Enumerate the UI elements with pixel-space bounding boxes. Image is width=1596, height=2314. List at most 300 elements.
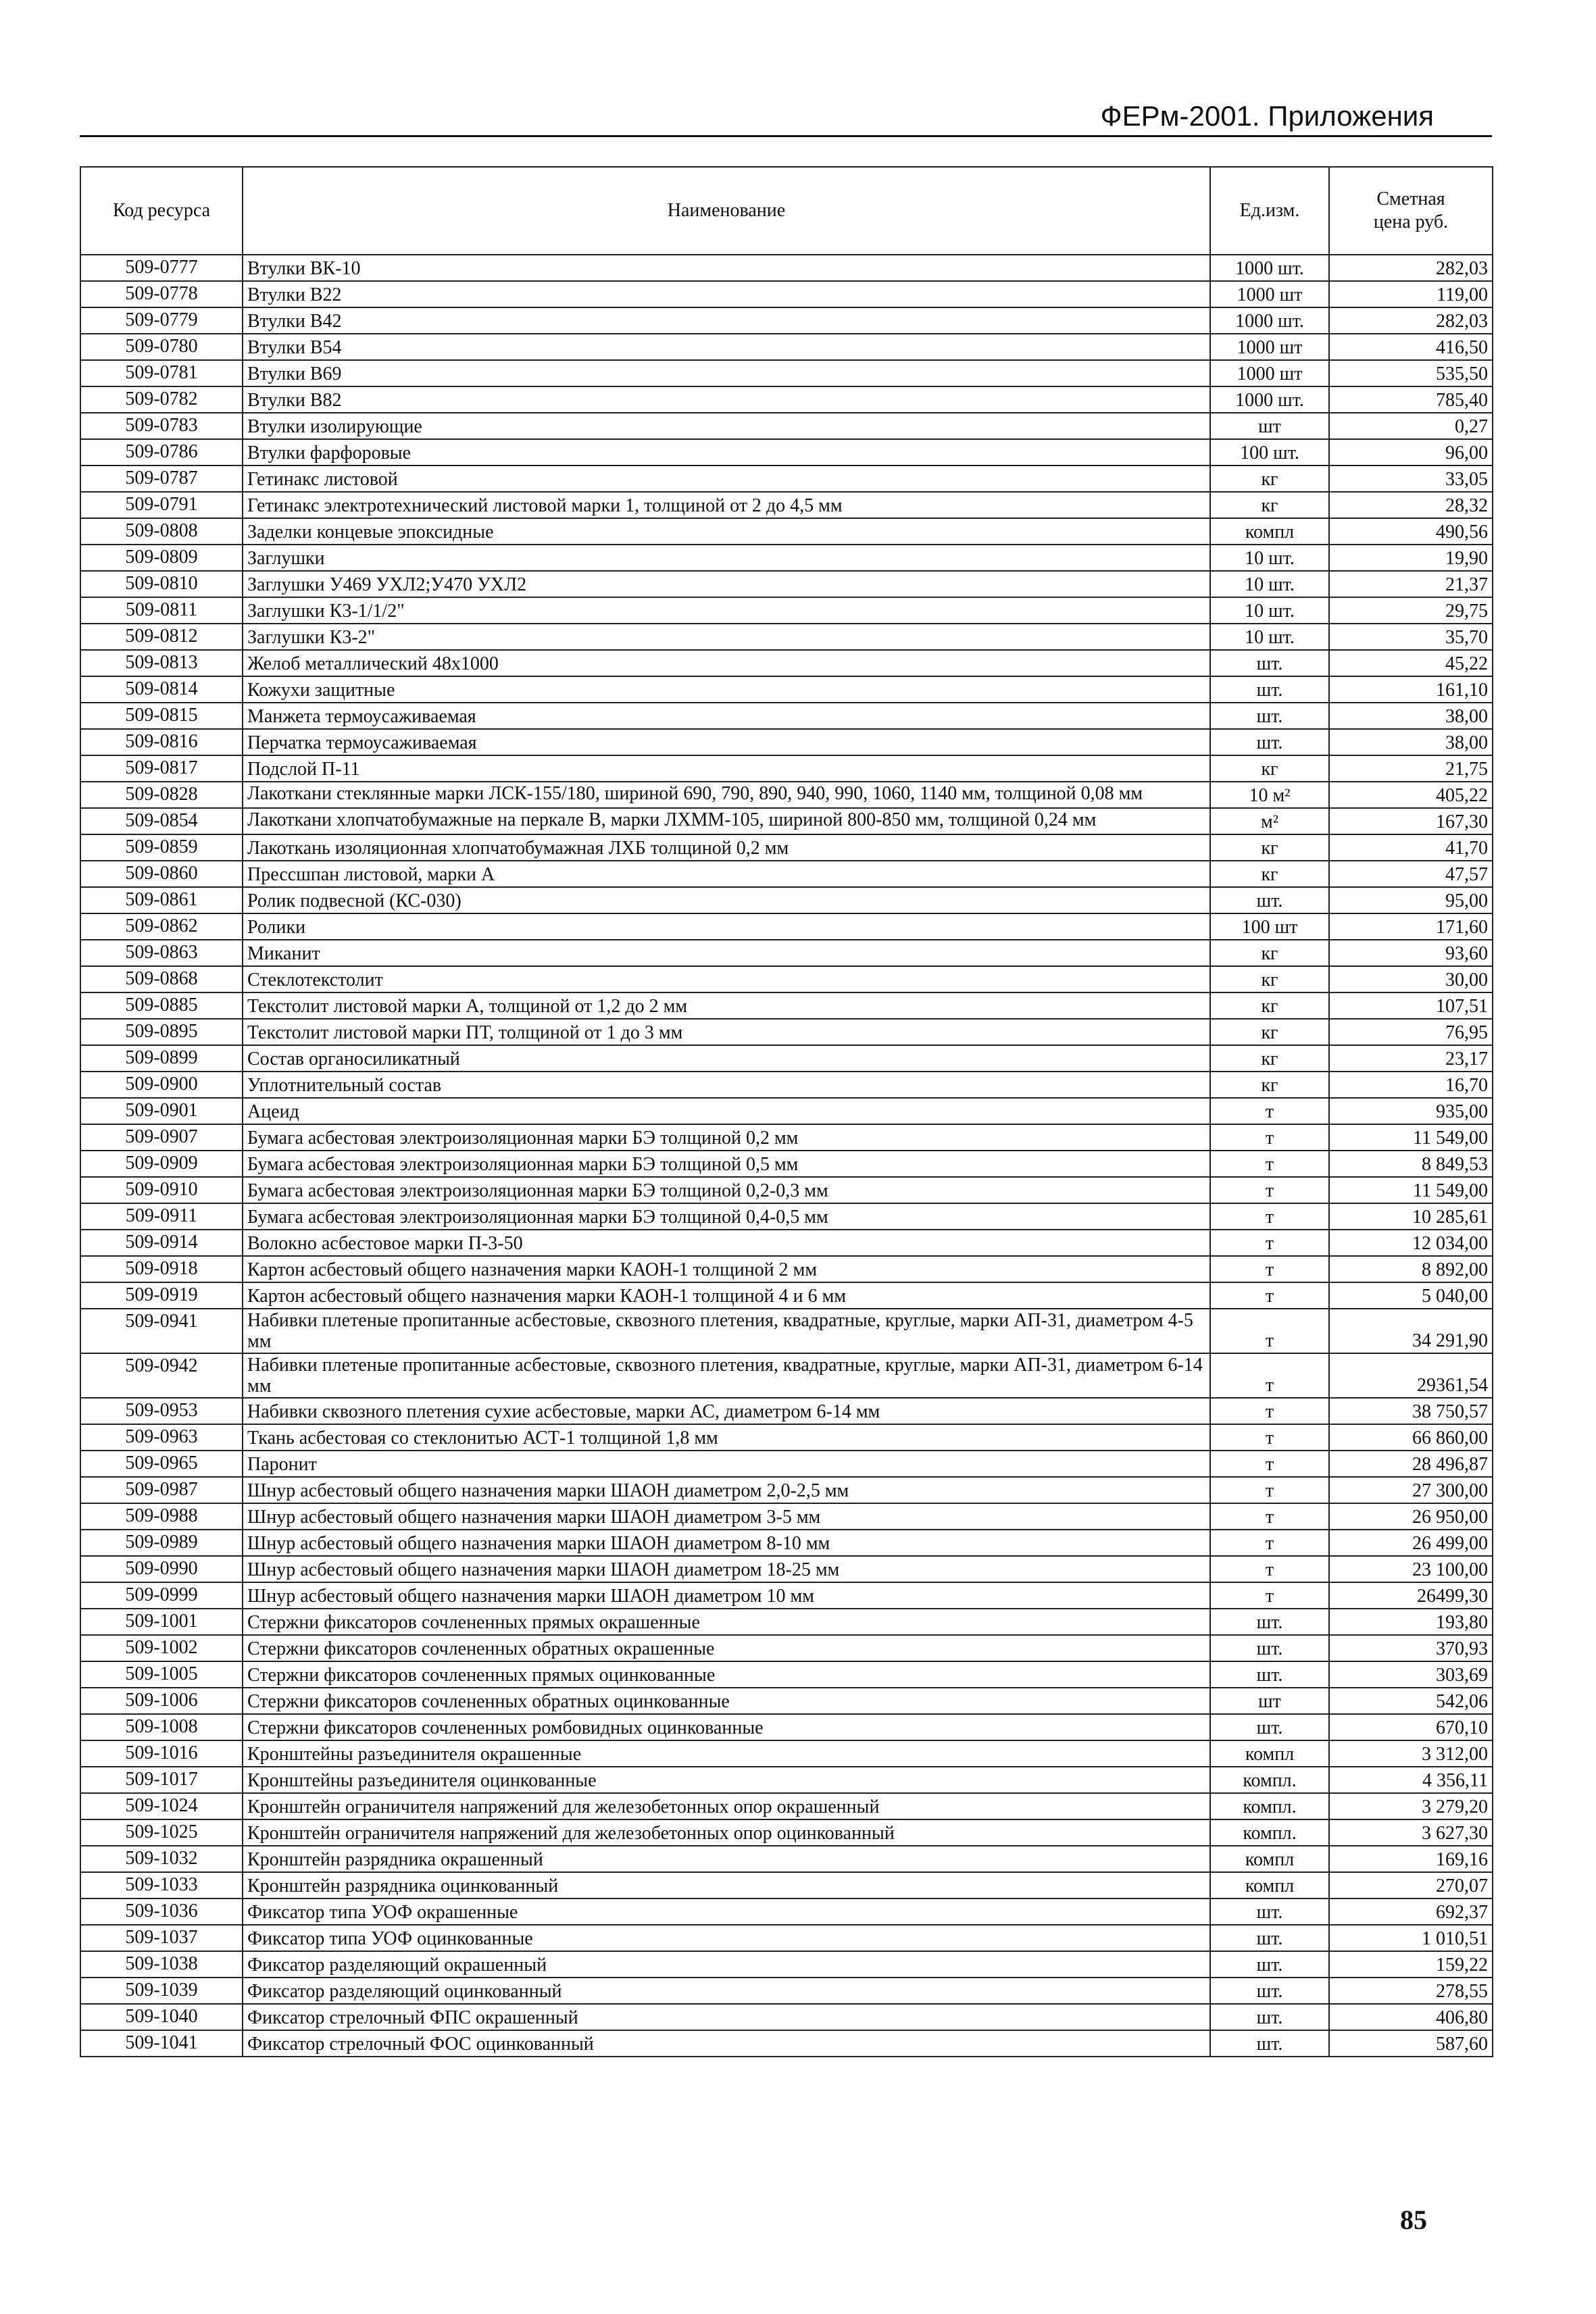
resource-code-cell: 509-0815 bbox=[80, 703, 243, 729]
unit-cell: шт. bbox=[1210, 676, 1329, 703]
price-cell: 12 034,00 bbox=[1329, 1230, 1493, 1256]
table-row bbox=[80, 518, 1493, 545]
table-row bbox=[80, 650, 1493, 676]
resource-code-cell: 509-1016 bbox=[80, 1740, 243, 1767]
unit-cell: т bbox=[1210, 1151, 1329, 1177]
price-cell: 8 849,53 bbox=[1329, 1151, 1493, 1177]
resource-code-cell: 509-0783 bbox=[80, 413, 243, 439]
table-row bbox=[80, 571, 1493, 597]
table-row bbox=[80, 1282, 1493, 1309]
price-cell: 93,60 bbox=[1329, 940, 1493, 966]
resource-name-cell: Шнур асбестовый общего назначения марки ШАОН диаметром 3-5 мм bbox=[243, 1503, 1210, 1530]
resource-code-cell: 509-0911 bbox=[80, 1203, 243, 1230]
page-number: 85 bbox=[1400, 2205, 1427, 2235]
resource-code-cell: 509-0941 bbox=[80, 1309, 243, 1353]
unit-cell: шт. bbox=[1210, 1951, 1329, 1978]
resource-name-cell: Втулки В54 bbox=[243, 334, 1210, 360]
table-row bbox=[80, 940, 1493, 966]
unit-cell: 10 шт. bbox=[1210, 624, 1329, 650]
table-row bbox=[80, 492, 1493, 518]
table-row bbox=[80, 334, 1493, 360]
unit-cell: т bbox=[1210, 1477, 1329, 1503]
resource-code-cell: 509-0895 bbox=[80, 1019, 243, 1045]
table-row bbox=[80, 755, 1493, 782]
resource-code-cell: 509-0828 bbox=[80, 782, 243, 808]
resource-name-cell: Заглушки У469 УХЛ2;У470 УХЛ2 bbox=[243, 571, 1210, 597]
resource-code-cell: 509-0862 bbox=[80, 913, 243, 940]
table-row bbox=[80, 808, 1493, 834]
resource-name-cell: Паронит bbox=[243, 1451, 1210, 1477]
unit-cell: шт bbox=[1210, 1688, 1329, 1714]
resource-code-cell: 509-1024 bbox=[80, 1793, 243, 1819]
table-row bbox=[80, 255, 1493, 281]
resource-code-cell: 509-0777 bbox=[80, 255, 243, 281]
resource-code-cell: 509-0907 bbox=[80, 1124, 243, 1151]
resource-name-cell: Картон асбестовый общего назначения марки КАОН-1 толщиной 4 и 6 мм bbox=[243, 1282, 1210, 1309]
table-row bbox=[80, 2004, 1493, 2030]
resource-name-cell: Набивки плетеные пропитанные асбестовые, сквозного плетения, квадратные, круглые, марки АП-31, диаметром 6-14 мм bbox=[243, 1353, 1210, 1398]
unit-cell: 1000 шт bbox=[1210, 334, 1329, 360]
resource-name-cell: Кронштейн разрядника окрашенный bbox=[243, 1846, 1210, 1872]
resource-code-cell: 509-0854 bbox=[80, 808, 243, 834]
table-row bbox=[80, 413, 1493, 439]
resource-name-cell: Кронштейн ограничителя напряжений для железобетонных опор окрашенный bbox=[243, 1793, 1210, 1819]
price-cell: 11 549,00 bbox=[1329, 1177, 1493, 1203]
resource-name-cell: Фиксатор разделяющий оцинкованный bbox=[243, 1978, 1210, 2004]
page-header-title: ФЕРм-2001. Приложения bbox=[1100, 100, 1434, 132]
price-cell: 692,37 bbox=[1329, 1898, 1493, 1925]
resource-name-cell: Гетинакс электротехнический листовой марки 1, толщиной от 2 до 4,5 мм bbox=[243, 492, 1210, 518]
resource-name-cell: Стеклотекстолит bbox=[243, 966, 1210, 992]
unit-cell: т bbox=[1210, 1398, 1329, 1424]
price-cell: 107,51 bbox=[1329, 992, 1493, 1019]
price-cell: 535,50 bbox=[1329, 360, 1493, 386]
resource-code-cell: 509-0779 bbox=[80, 307, 243, 334]
table-row bbox=[80, 729, 1493, 755]
price-cell: 416,50 bbox=[1329, 334, 1493, 360]
price-cell: 21,75 bbox=[1329, 755, 1493, 782]
resource-code-cell: 509-0817 bbox=[80, 755, 243, 782]
unit-cell: т bbox=[1210, 1556, 1329, 1582]
table-row bbox=[80, 624, 1493, 650]
price-cell: 3 627,30 bbox=[1329, 1819, 1493, 1846]
resource-name-cell: Втулки изолирующие bbox=[243, 413, 1210, 439]
price-cell: 11 549,00 bbox=[1329, 1124, 1493, 1151]
price-cell: 171,60 bbox=[1329, 913, 1493, 940]
resource-code-cell: 509-0787 bbox=[80, 466, 243, 492]
resource-code-cell: 509-1001 bbox=[80, 1609, 243, 1635]
unit-cell: 1000 шт bbox=[1210, 360, 1329, 386]
price-cell: 270,07 bbox=[1329, 1872, 1493, 1898]
table-row bbox=[80, 966, 1493, 992]
table-row bbox=[80, 597, 1493, 624]
unit-cell: кг bbox=[1210, 755, 1329, 782]
unit-cell: 1000 шт. bbox=[1210, 307, 1329, 334]
resource-code-cell: 509-0989 bbox=[80, 1530, 243, 1556]
resource-name-cell: Лакоткань изоляционная хлопчатобумажная ЛХБ толщиной 0,2 мм bbox=[243, 834, 1210, 861]
unit-cell: т bbox=[1210, 1451, 1329, 1477]
table-header-row bbox=[80, 167, 1493, 255]
price-cell: 303,69 bbox=[1329, 1661, 1493, 1688]
unit-cell: шт. bbox=[1210, 650, 1329, 676]
resource-name-cell: Шнур асбестовый общего назначения марки ШАОН диаметром 18-25 мм bbox=[243, 1556, 1210, 1582]
unit-cell: кг bbox=[1210, 1045, 1329, 1072]
price-cell: 119,00 bbox=[1329, 281, 1493, 307]
table-row bbox=[80, 1688, 1493, 1714]
resource-code-cell: 509-0868 bbox=[80, 966, 243, 992]
price-cell: 47,57 bbox=[1329, 861, 1493, 887]
resource-name-cell: Втулки ВК-10 bbox=[243, 255, 1210, 281]
price-cell: 29,75 bbox=[1329, 597, 1493, 624]
resource-name-cell: Перчатка термоусаживаемая bbox=[243, 729, 1210, 755]
resource-code-cell: 509-0999 bbox=[80, 1582, 243, 1609]
unit-cell: кг bbox=[1210, 861, 1329, 887]
resource-code-cell: 509-1002 bbox=[80, 1635, 243, 1661]
resource-name-cell: Шнур асбестовый общего назначения марки ШАОН диаметром 8-10 мм bbox=[243, 1530, 1210, 1556]
unit-cell: т bbox=[1210, 1353, 1329, 1398]
table-row bbox=[80, 1925, 1493, 1951]
price-cell: 26 950,00 bbox=[1329, 1503, 1493, 1530]
table-row bbox=[80, 1124, 1493, 1151]
resource-name-cell: Втулки В82 bbox=[243, 386, 1210, 413]
resource-name-cell: Заглушки К3-1/1/2" bbox=[243, 597, 1210, 624]
resource-code-cell: 509-0786 bbox=[80, 439, 243, 466]
price-cell: 159,22 bbox=[1329, 1951, 1493, 1978]
price-cell: 3 312,00 bbox=[1329, 1740, 1493, 1767]
resource-code-cell: 509-0816 bbox=[80, 729, 243, 755]
table-row bbox=[80, 1019, 1493, 1045]
table-row bbox=[80, 545, 1493, 571]
resource-name-cell: Фиксатор стрелочный ФПС окрашенный bbox=[243, 2004, 1210, 2030]
price-cell: 66 860,00 bbox=[1329, 1424, 1493, 1451]
price-cell: 23,17 bbox=[1329, 1045, 1493, 1072]
table-row bbox=[80, 1951, 1493, 1978]
table-row bbox=[80, 1898, 1493, 1925]
table-row bbox=[80, 1846, 1493, 1872]
resource-code-cell: 509-0781 bbox=[80, 360, 243, 386]
unit-cell: шт. bbox=[1210, 2030, 1329, 2057]
table-row bbox=[80, 1714, 1493, 1740]
unit-cell: 100 шт bbox=[1210, 913, 1329, 940]
resource-name-cell: Ацеид bbox=[243, 1098, 1210, 1124]
price-cell: 670,10 bbox=[1329, 1714, 1493, 1740]
unit-cell: 1000 шт. bbox=[1210, 386, 1329, 413]
unit-cell: 10 шт. bbox=[1210, 597, 1329, 624]
resource-name-cell: Набивки плетеные пропитанные асбестовые, сквозного плетения, квадратные, круглые, марки АП-31, диаметром 4-5 мм bbox=[243, 1309, 1210, 1353]
resource-name-cell: Текстолит листовой марки А, толщиной от 1,2 до 2 мм bbox=[243, 992, 1210, 1019]
unit-cell: т bbox=[1210, 1424, 1329, 1451]
resource-name-cell: Ролик подвесной (КС-030) bbox=[243, 887, 1210, 913]
unit-cell: шт. bbox=[1210, 1978, 1329, 2004]
resource-code-cell: 509-0919 bbox=[80, 1282, 243, 1309]
table-row bbox=[80, 1230, 1493, 1256]
price-cell: 3 279,20 bbox=[1329, 1793, 1493, 1819]
price-cell: 21,37 bbox=[1329, 571, 1493, 597]
resource-name-cell: Подслой П-11 bbox=[243, 755, 1210, 782]
unit-cell: кг bbox=[1210, 466, 1329, 492]
unit-cell: т bbox=[1210, 1282, 1329, 1309]
resource-code-cell: 509-0780 bbox=[80, 334, 243, 360]
unit-cell: шт. bbox=[1210, 1661, 1329, 1688]
table-row bbox=[80, 360, 1493, 386]
table-row bbox=[80, 1177, 1493, 1203]
price-cell: 785,40 bbox=[1329, 386, 1493, 413]
unit-cell: т bbox=[1210, 1309, 1329, 1353]
price-cell: 5 040,00 bbox=[1329, 1282, 1493, 1309]
resource-name-cell: Стержни фиксаторов сочлененных обратных окрашенные bbox=[243, 1635, 1210, 1661]
price-cell: 23 100,00 bbox=[1329, 1556, 1493, 1582]
resource-name-cell: Текстолит листовой марки ПТ, толщиной от 1 до 3 мм bbox=[243, 1019, 1210, 1045]
table-row bbox=[80, 1151, 1493, 1177]
unit-cell: 10 м² bbox=[1210, 782, 1329, 808]
resource-code-cell: 509-0813 bbox=[80, 650, 243, 676]
column-header-price: Сметная цена руб. bbox=[1329, 167, 1493, 255]
resource-name-cell: Ролики bbox=[243, 913, 1210, 940]
resource-name-cell: Волокно асбестовое марки П-3-50 bbox=[243, 1230, 1210, 1256]
unit-cell: компл bbox=[1210, 1872, 1329, 1898]
resource-code-cell: 509-1037 bbox=[80, 1925, 243, 1951]
resource-name-cell: Втулки В22 bbox=[243, 281, 1210, 307]
price-cell: 4 356,11 bbox=[1329, 1767, 1493, 1793]
resource-name-cell: Стержни фиксаторов сочлененных прямых окрашенные bbox=[243, 1609, 1210, 1635]
resource-code-cell: 509-0942 bbox=[80, 1353, 243, 1398]
table-row bbox=[80, 1045, 1493, 1072]
resource-code-cell: 509-0812 bbox=[80, 624, 243, 650]
resource-name-cell: Стержни фиксаторов сочлененных ромбовидных оцинкованные bbox=[243, 1714, 1210, 1740]
resource-name-cell: Заделки концевые эпоксидные bbox=[243, 518, 1210, 545]
table-row bbox=[80, 1740, 1493, 1767]
resource-name-cell: Заглушки К3-2" bbox=[243, 624, 1210, 650]
table-row bbox=[80, 1451, 1493, 1477]
resource-name-cell: Лакоткани хлопчатобумажные на перкале В, марки ЛХММ-105, шириной 800-850 мм, толщиной 0,24 мм bbox=[243, 808, 1210, 834]
table-row bbox=[80, 1530, 1493, 1556]
price-cell: 38 750,57 bbox=[1329, 1398, 1493, 1424]
unit-cell: т bbox=[1210, 1503, 1329, 1530]
price-cell: 38,00 bbox=[1329, 703, 1493, 729]
price-cell: 282,03 bbox=[1329, 255, 1493, 281]
resource-name-cell: Кронштейны разъединителя оцинкованные bbox=[243, 1767, 1210, 1793]
resource-code-cell: 509-0811 bbox=[80, 597, 243, 624]
table-row bbox=[80, 386, 1493, 413]
resource-code-cell: 509-1038 bbox=[80, 1951, 243, 1978]
resource-code-cell: 509-0918 bbox=[80, 1256, 243, 1282]
unit-cell: 10 шт. bbox=[1210, 545, 1329, 571]
table-row bbox=[80, 1609, 1493, 1635]
resource-code-cell: 509-1008 bbox=[80, 1714, 243, 1740]
unit-cell: т bbox=[1210, 1582, 1329, 1609]
unit-cell: шт. bbox=[1210, 703, 1329, 729]
table-row bbox=[80, 1978, 1493, 2004]
resource-code-cell: 509-0965 bbox=[80, 1451, 243, 1477]
resource-code-cell: 509-0778 bbox=[80, 281, 243, 307]
table-row bbox=[80, 992, 1493, 1019]
resource-name-cell: Бумага асбестовая электроизоляционная марки БЭ толщиной 0,2 мм bbox=[243, 1124, 1210, 1151]
resource-code-cell: 509-0810 bbox=[80, 571, 243, 597]
price-cell: 16,70 bbox=[1329, 1072, 1493, 1098]
resource-code-cell: 509-0909 bbox=[80, 1151, 243, 1177]
unit-cell: т bbox=[1210, 1230, 1329, 1256]
table-row bbox=[80, 1424, 1493, 1451]
resource-code-cell: 509-1040 bbox=[80, 2004, 243, 2030]
table-row bbox=[80, 1635, 1493, 1661]
table-row bbox=[80, 281, 1493, 307]
unit-cell: компл bbox=[1210, 1740, 1329, 1767]
unit-cell: кг bbox=[1210, 492, 1329, 518]
unit-cell: кг bbox=[1210, 992, 1329, 1019]
price-cell: 38,00 bbox=[1329, 729, 1493, 755]
resource-code-cell: 509-0899 bbox=[80, 1045, 243, 1072]
unit-cell: т bbox=[1210, 1530, 1329, 1556]
resource-name-cell: Стержни фиксаторов сочлененных прямых оцинкованные bbox=[243, 1661, 1210, 1688]
resource-code-cell: 509-0885 bbox=[80, 992, 243, 1019]
resource-code-cell: 509-1041 bbox=[80, 2030, 243, 2057]
unit-cell: шт. bbox=[1210, 1898, 1329, 1925]
resource-name-cell: Бумага асбестовая электроизоляционная марки БЭ толщиной 0,2-0,3 мм bbox=[243, 1177, 1210, 1203]
table-row bbox=[80, 1309, 1493, 1353]
price-cell: 1 010,51 bbox=[1329, 1925, 1493, 1951]
resource-code-cell: 509-1025 bbox=[80, 1819, 243, 1846]
resource-code-cell: 509-0808 bbox=[80, 518, 243, 545]
unit-cell: шт. bbox=[1210, 1714, 1329, 1740]
resource-code-cell: 509-0914 bbox=[80, 1230, 243, 1256]
resource-name-cell: Кронштейны разъединителя окрашенные bbox=[243, 1740, 1210, 1767]
unit-cell: шт. bbox=[1210, 1925, 1329, 1951]
table-row bbox=[80, 1203, 1493, 1230]
resource-name-cell: Набивки сквозного плетения сухие асбестовые, марки АС, диаметром 6-14 мм bbox=[243, 1398, 1210, 1424]
table-row bbox=[80, 307, 1493, 334]
price-cell: 34 291,90 bbox=[1329, 1309, 1493, 1353]
resource-name-cell: Уплотнительный состав bbox=[243, 1072, 1210, 1098]
resource-name-cell: Шнур асбестовый общего назначения марки ШАОН диаметром 10 мм bbox=[243, 1582, 1210, 1609]
table-row bbox=[80, 1872, 1493, 1898]
resource-code-cell: 509-0953 bbox=[80, 1398, 243, 1424]
price-cell: 28 496,87 bbox=[1329, 1451, 1493, 1477]
resource-code-cell: 509-1017 bbox=[80, 1767, 243, 1793]
price-cell: 26 499,00 bbox=[1329, 1530, 1493, 1556]
resource-name-cell: Миканит bbox=[243, 940, 1210, 966]
table-row bbox=[80, 1098, 1493, 1124]
resource-code-cell: 509-0782 bbox=[80, 386, 243, 413]
price-cell: 167,30 bbox=[1329, 808, 1493, 834]
resource-name-cell: Бумага асбестовая электроизоляционная марки БЭ толщиной 0,5 мм bbox=[243, 1151, 1210, 1177]
table-row bbox=[80, 1353, 1493, 1398]
table-row bbox=[80, 1661, 1493, 1688]
unit-cell: т bbox=[1210, 1124, 1329, 1151]
unit-cell: шт. bbox=[1210, 729, 1329, 755]
resource-name-cell: Фиксатор типа УОФ оцинкованные bbox=[243, 1925, 1210, 1951]
table-body bbox=[80, 255, 1493, 2057]
table-row bbox=[80, 1582, 1493, 1609]
price-cell: 10 285,61 bbox=[1329, 1203, 1493, 1230]
price-cell: 161,10 bbox=[1329, 676, 1493, 703]
price-cell: 45,22 bbox=[1329, 650, 1493, 676]
table-row bbox=[80, 1503, 1493, 1530]
unit-cell: компл. bbox=[1210, 1793, 1329, 1819]
table-row bbox=[80, 1256, 1493, 1282]
price-cell: 406,80 bbox=[1329, 2004, 1493, 2030]
table-row bbox=[80, 861, 1493, 887]
table-row bbox=[80, 1072, 1493, 1098]
table-row bbox=[80, 913, 1493, 940]
price-cell: 935,00 bbox=[1329, 1098, 1493, 1124]
table-row bbox=[80, 782, 1493, 808]
unit-cell: компл bbox=[1210, 518, 1329, 545]
column-header-unit: Ед.изм. bbox=[1210, 167, 1329, 255]
price-cell: 370,93 bbox=[1329, 1635, 1493, 1661]
price-cell: 193,80 bbox=[1329, 1609, 1493, 1635]
resource-name-cell: Кронштейн разрядника оцинкованный bbox=[243, 1872, 1210, 1898]
resource-name-cell: Заглушки bbox=[243, 545, 1210, 571]
table-row bbox=[80, 1793, 1493, 1819]
table-row bbox=[80, 439, 1493, 466]
resource-name-cell: Кожухи защитные bbox=[243, 676, 1210, 703]
price-cell: 587,60 bbox=[1329, 2030, 1493, 2057]
unit-cell: кг bbox=[1210, 834, 1329, 861]
price-cell: 282,03 bbox=[1329, 307, 1493, 334]
resource-name-cell: Ткань асбестовая со стеклонитью АСТ-1 толщиной 1,8 мм bbox=[243, 1424, 1210, 1451]
price-cell: 8 892,00 bbox=[1329, 1256, 1493, 1282]
resource-code-cell: 509-0863 bbox=[80, 940, 243, 966]
resource-name-cell: Гетинакс листовой bbox=[243, 466, 1210, 492]
resource-name-cell: Кронштейн ограничителя напряжений для железобетонных опор оцинкованный bbox=[243, 1819, 1210, 1846]
unit-cell: т bbox=[1210, 1177, 1329, 1203]
table-row bbox=[80, 703, 1493, 729]
price-cell: 0,27 bbox=[1329, 413, 1493, 439]
table-row bbox=[80, 1398, 1493, 1424]
price-cell: 19,90 bbox=[1329, 545, 1493, 571]
table-row bbox=[80, 834, 1493, 861]
resource-code-cell: 509-1032 bbox=[80, 1846, 243, 1872]
price-cell: 35,70 bbox=[1329, 624, 1493, 650]
unit-cell: 100 шт. bbox=[1210, 439, 1329, 466]
unit-cell: м² bbox=[1210, 808, 1329, 834]
unit-cell: т bbox=[1210, 1256, 1329, 1282]
price-cell: 28,32 bbox=[1329, 492, 1493, 518]
unit-cell: 10 шт. bbox=[1210, 571, 1329, 597]
resource-code-cell: 509-0910 bbox=[80, 1177, 243, 1203]
resource-name-cell: Манжета термоусаживаемая bbox=[243, 703, 1210, 729]
resource-code-cell: 509-0901 bbox=[80, 1098, 243, 1124]
resource-name-cell: Втулки В69 bbox=[243, 360, 1210, 386]
resource-name-cell: Фиксатор разделяющий окрашенный bbox=[243, 1951, 1210, 1978]
price-cell: 542,06 bbox=[1329, 1688, 1493, 1714]
price-cell: 405,22 bbox=[1329, 782, 1493, 808]
unit-cell: шт. bbox=[1210, 2004, 1329, 2030]
resource-name-cell: Фиксатор стрелочный ФОС оцинкованный bbox=[243, 2030, 1210, 2057]
unit-cell: т bbox=[1210, 1203, 1329, 1230]
unit-cell: кг bbox=[1210, 1072, 1329, 1098]
column-header-code: Код ресурса bbox=[80, 167, 243, 255]
table-row bbox=[80, 466, 1493, 492]
resource-name-cell: Лакоткани стеклянные марки ЛСК-155/180, шириной 690, 790, 890, 940, 990, 1060, 1140 мм, толщиной 0,08 мм bbox=[243, 782, 1210, 808]
resource-code-cell: 509-1036 bbox=[80, 1898, 243, 1925]
unit-cell: 1000 шт bbox=[1210, 281, 1329, 307]
price-cell: 278,55 bbox=[1329, 1978, 1493, 2004]
resource-code-cell: 509-0860 bbox=[80, 861, 243, 887]
price-cell: 96,00 bbox=[1329, 439, 1493, 466]
table-row bbox=[80, 2030, 1493, 2057]
resource-name-cell: Желоб металлический 48х1000 bbox=[243, 650, 1210, 676]
table-row bbox=[80, 676, 1493, 703]
resource-name-cell: Состав органосиликатный bbox=[243, 1045, 1210, 1072]
table-row bbox=[80, 1477, 1493, 1503]
unit-cell: шт. bbox=[1210, 1609, 1329, 1635]
unit-cell: компл bbox=[1210, 1846, 1329, 1872]
unit-cell: кг bbox=[1210, 1019, 1329, 1045]
unit-cell: компл. bbox=[1210, 1819, 1329, 1846]
price-cell: 29361,54 bbox=[1329, 1353, 1493, 1398]
price-cell: 30,00 bbox=[1329, 966, 1493, 992]
